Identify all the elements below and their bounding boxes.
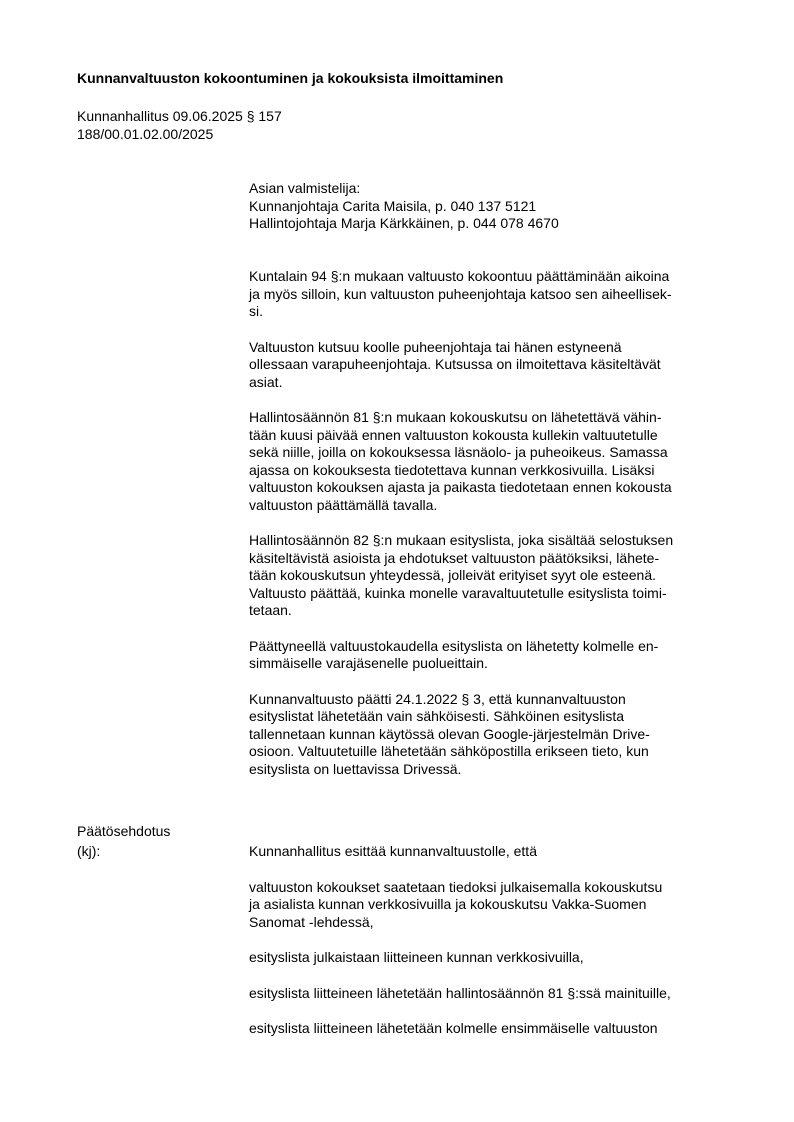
decision-proposal [249,843,736,1056]
text-line: sekä niille, joilla on kokouksessa läsnäolo- ja puheoikeus. Samassa [249,444,668,460]
description-paragraph [249,409,736,514]
text-line: Valtuuston kutsuu koolle puheenjohtaja tai hänen estyneenä [249,338,622,355]
proposal-label: Päätösehdotus [77,823,171,839]
description-paragraph [249,268,736,321]
text-line: valtuuston kokoukset saatetaan tiedoksi julkaisemalla kokouskutsu [249,878,663,895]
preparer-heading: Asian valmistelija: [249,180,361,196]
text-line: valtuuston päättämällä tavalla. [249,496,438,513]
description-paragraph [249,638,736,673]
text-line: esityslista liitteineen lähetetään kolmelle ensimmäiselle valtuuston [249,1020,658,1036]
text-line: Kunnanvaltuusto päätti 24.1.2022 § 3, että kunnanvaltuuston [249,690,626,707]
text-line: tetaan. [249,602,292,618]
text-line: Kunnanhallitus esittää kunnanvaltuustolle, että [249,843,537,859]
document-title: Kunnanvaltuuston kokoontuminen ja kokouksista ilmoittaminen [77,70,504,86]
text-line: tallennetaan kunnan käytössä olevan Google-järjestelmän Drive- [249,725,650,742]
text-line: esityslista on luettavissa Drivessä. [249,760,462,777]
text-line: käsiteltävistä asioista ja ehdotukset valtuuston päätöksiksi, lähete- [249,549,660,566]
text-line: ja asialista kunnan verkkosivuilla ja kokouskutsu Vakka-Suomen [249,896,647,912]
text-line: tään kokouskutsun yhteydessä, jolleivät erityiset syyt ole esteenä. [249,567,656,583]
proposal-paragraph [249,879,736,932]
text-line: esityslista julkaistaan liitteineen kunnan verkkosivuilla, [249,949,584,965]
preparer-block [249,180,736,233]
text-line: asiat. [249,373,283,390]
preparer-person-2: Hallintojohtaja Marja Kärkkäinen, p. 044 078 4670 [249,215,559,231]
text-line: ajassa on kokouksesta tiedotettava kunnan verkkosivuilla. Lisäksi [249,461,655,478]
text-line: valtuuston kokouksen ajasta ja paikasta tiedotetaan ennen kokousta [249,479,672,495]
proposal-label-author: (kj): [77,843,101,859]
record-number: 188/00.01.02.00/2025 [77,125,214,142]
text-line: esityslistat lähetetään vain sähköisesti. Sähköinen esityslista [249,708,625,724]
text-line: tään kuusi päivää ennen valtuuston kokousta kullekin valtuutetulle [249,426,658,443]
case-meta [77,108,282,143]
case-description [249,268,736,796]
text-line: Hallintosäännön 81 §:n mukaan kokouskutsu on lähetettävä vähin- [249,409,662,425]
text-line: ollessaan varapuheenjohtaja. Kutsussa on ilmoitettava käsiteltävät [249,356,661,372]
text-line: Sanomat -lehdessä, [249,913,374,930]
text-line: esityslista liitteineen lähetetään hallintosäännön 81 §:ssä mainituille, [249,984,671,1001]
description-paragraph [249,339,736,392]
text-line: Valtuusto päättää, kuinka monelle varavaltuutetulle esityslista toimi- [249,584,667,601]
text-line: Päättyneellä valtuustokaudella esityslista on lähetetty kolmelle en- [249,637,659,654]
proposal-paragraph [249,949,736,967]
text-line: si. [249,303,263,319]
meeting-reference: Kunnanhallitus 09.06.2025 § 157 [77,108,282,124]
proposal-paragraph [249,843,736,861]
proposal-paragraph [249,985,736,1003]
description-paragraph [249,532,736,620]
proposal-paragraph [249,1020,736,1038]
text-line: Hallintosäännön 82 §:n mukaan esityslista, joka sisältää selostuksen [249,532,674,548]
text-line: Kuntalain 94 §:n mukaan valtuusto kokoontuu päättäminään aikoina [249,268,670,284]
preparer-person-1: Kunnanjohtaja Carita Maisila, p. 040 137 5121 [249,197,537,214]
text-line: osioon. Valtuutetuille lähetetään sähköpostilla erikseen tieto, kun [249,743,649,759]
text-line: simmäiselle varajäsenelle puolueittain. [249,655,488,671]
text-line: ja myös silloin, kun valtuuston puheenjohtaja katsoo sen aiheellisek- [249,285,672,302]
description-paragraph [249,691,736,779]
